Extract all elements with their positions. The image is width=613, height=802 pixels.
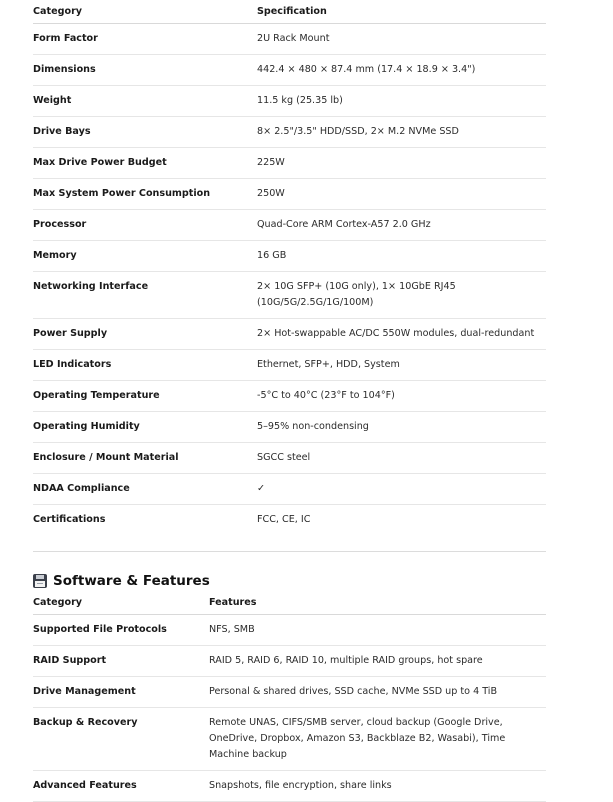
table-row (33, 442, 546, 473)
row-value: Personal & shared drives, SSD cache, NVMe SSD up to 4 TiB (209, 685, 498, 697)
table-row (33, 504, 546, 535)
table-row (33, 116, 546, 147)
column-header-specification: Specification (257, 6, 327, 17)
floppy-disk-icon (33, 574, 47, 588)
table-row (33, 380, 546, 411)
table-row (33, 349, 546, 380)
table-header-row (33, 0, 546, 23)
table-row (33, 411, 546, 442)
table-row (33, 707, 546, 770)
table-header-row (33, 594, 546, 614)
row-category: Memory (33, 249, 77, 261)
row-category: Drive Management (33, 685, 136, 697)
row-value: Quad-Core ARM Cortex-A57 2.0 GHz (257, 218, 431, 230)
row-value: 250W (257, 187, 285, 199)
row-category: Operating Humidity (33, 420, 140, 432)
hardware-spec-table (33, 0, 546, 535)
table-row (33, 147, 546, 178)
row-value: SGCC steel (257, 451, 311, 463)
row-category: Advanced Features (33, 779, 137, 791)
row-category: Form Factor (33, 32, 98, 44)
table-row (33, 85, 546, 116)
row-value: NFS, SMB (209, 623, 255, 635)
row-category: RAID Support (33, 654, 107, 666)
row-value: 442.4 × 480 × 87.4 mm (17.4 × 18.9 × 3.4") (257, 63, 476, 75)
row-value: Remote UNAS, CIFS/SMB server, cloud backup (Google Drive, OneDrive, Dropbox, Amazon S3, Backblaze B2, Wasabi), Time Machine backup (209, 716, 506, 760)
row-category: Networking Interface (33, 280, 149, 292)
section-divider (33, 551, 546, 552)
row-category: Max System Power Consumption (33, 187, 211, 199)
table-row (33, 178, 546, 209)
row-value: Ethernet, SFP+, HDD, System (257, 358, 400, 370)
row-value: RAID 5, RAID 6, RAID 10, multiple RAID groups, hot spare (209, 654, 483, 666)
row-category: Dimensions (33, 63, 96, 75)
row-value: 225W (257, 156, 285, 168)
row-value: 5–95% non-condensing (257, 420, 369, 432)
row-value: 2× 10G SFP+ (10G only), 1× 10GbE RJ45 (10G/5G/2.5G/1G/100M) (257, 280, 456, 308)
row-category: Enclosure / Mount Material (33, 451, 179, 463)
row-category: Max Drive Power Budget (33, 156, 167, 168)
table-row (33, 318, 546, 349)
table-row (33, 23, 546, 54)
software-features-table (33, 594, 546, 802)
row-category: Certifications (33, 513, 106, 525)
table-row (33, 770, 546, 801)
row-category: Backup & Recovery (33, 716, 138, 728)
column-header-category: Category (33, 597, 83, 608)
row-value: 16 GB (257, 249, 287, 261)
row-category: Supported File Protocols (33, 623, 167, 635)
table-row (33, 54, 546, 85)
section-title: Software & Features (53, 573, 210, 589)
checkmark-icon: ✓ (257, 482, 266, 494)
column-header-category: Category (33, 6, 83, 17)
row-value: -5°C to 40°C (23°F to 104°F) (257, 389, 395, 401)
table-row (33, 676, 546, 707)
row-category: Processor (33, 218, 87, 230)
row-value: FCC, CE, IC (257, 513, 311, 525)
row-value: 2U Rack Mount (257, 32, 330, 44)
row-category: Power Supply (33, 327, 108, 339)
document-page (33, 0, 546, 791)
table-row (33, 645, 546, 676)
row-category: Weight (33, 94, 72, 106)
row-value: 8× 2.5"/3.5" HDD/SSD, 2× M.2 NVMe SSD (257, 125, 459, 137)
table-row (33, 473, 546, 504)
row-value: Snapshots, file encryption, share links (209, 779, 392, 791)
row-category: NDAA Compliance (33, 482, 130, 494)
row-value: 2× Hot-swappable AC/DC 550W modules, dual-redundant (257, 327, 535, 339)
table-row (33, 271, 546, 318)
section-heading (33, 571, 210, 591)
software-table-wrapper (33, 594, 546, 802)
table-row (33, 614, 546, 645)
column-header-features: Features (209, 597, 257, 608)
row-category: Drive Bays (33, 125, 91, 137)
table-row (33, 240, 546, 271)
table-row (33, 209, 546, 240)
row-category: Operating Temperature (33, 389, 160, 401)
row-category: LED Indicators (33, 358, 112, 370)
row-value: 11.5 kg (25.35 lb) (257, 94, 343, 106)
